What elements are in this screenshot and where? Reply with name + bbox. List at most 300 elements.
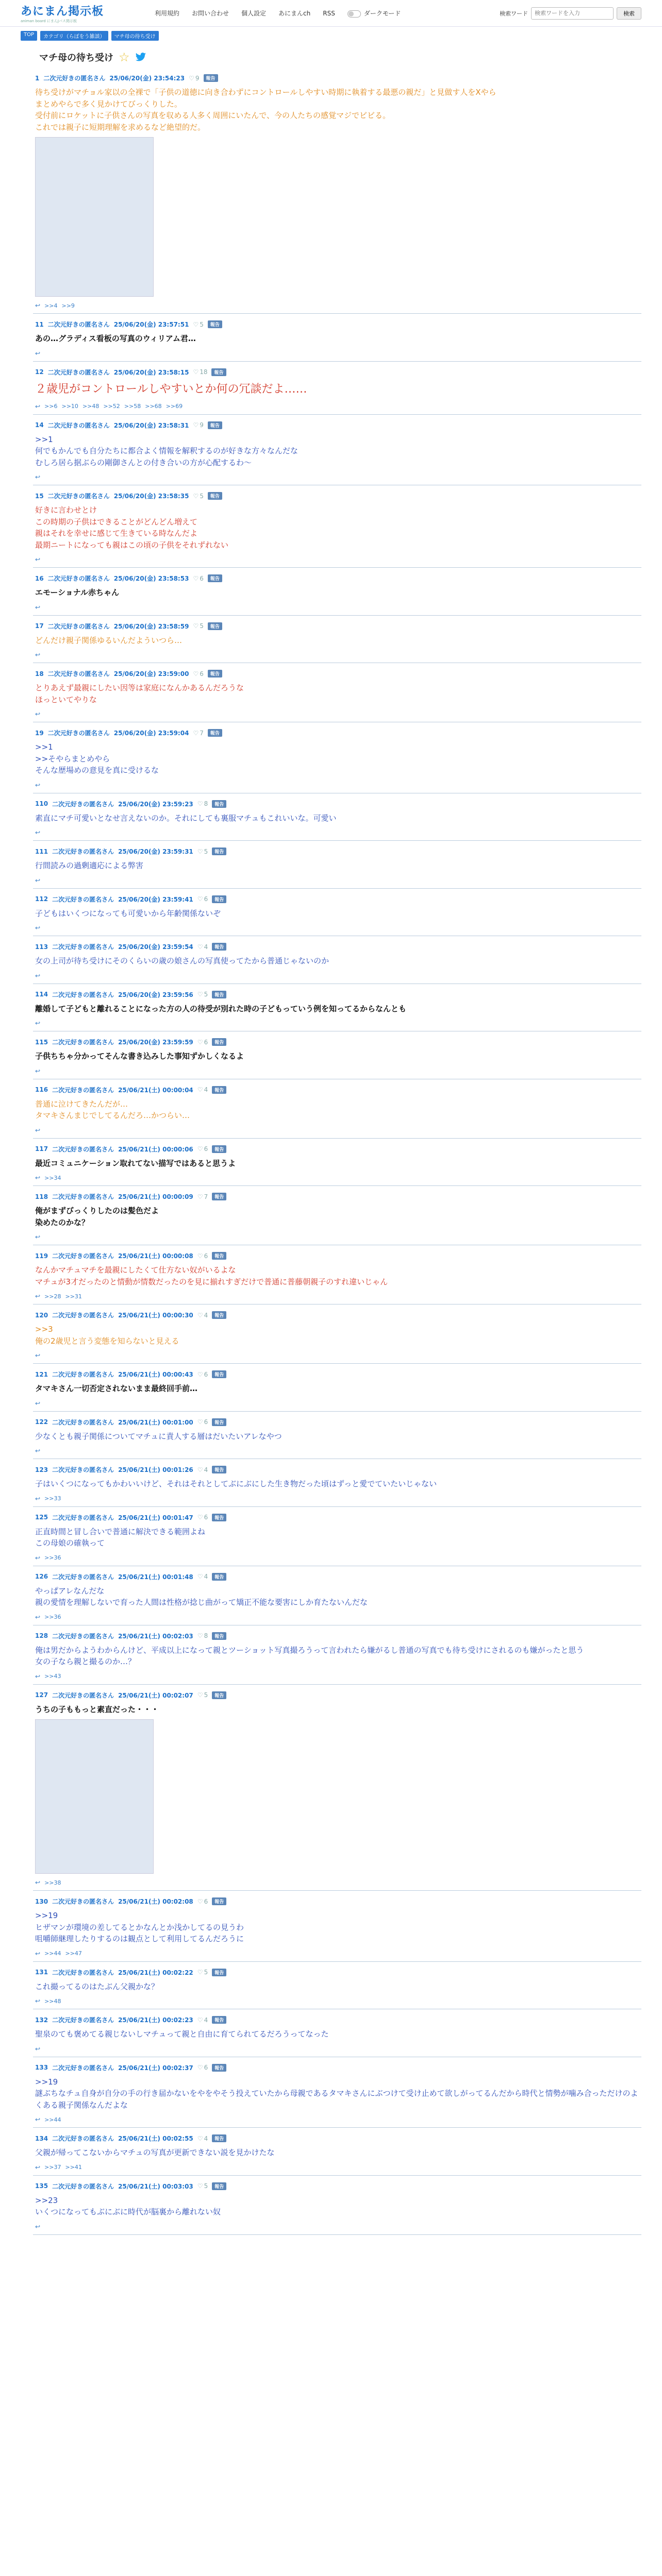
reply-icon[interactable]: ↩	[35, 402, 41, 410]
post-body: とりあえず最親にしたい因等は家庭になんかあるんだろうな ほっといてやりな	[35, 683, 244, 704]
good-count[interactable]	[197, 800, 208, 807]
post-number[interactable]: 125	[35, 1514, 48, 1521]
post-author: 二次元好きの匿名さん	[52, 1691, 114, 1699]
post-header	[35, 2063, 641, 2072]
post-item	[33, 1625, 641, 1685]
report-button[interactable]: 報告	[208, 729, 222, 737]
reply-icon[interactable]: ↩	[35, 1352, 41, 1359]
nav-settings[interactable]: 個人設定	[241, 10, 267, 17]
post-body: 少なくとも親子関係についてマチュに責人する層はだいたいアレなやつ	[35, 1431, 282, 1441]
post-author: 二次元好きの匿名さん	[52, 1252, 114, 1260]
post-body: 子どもはいくつになっても可愛いから年齢関係ないぞ	[35, 908, 221, 918]
post-author: 二次元好きの匿名さん	[52, 1466, 114, 1473]
post-item	[33, 415, 641, 486]
good-count[interactable]	[197, 1086, 208, 1093]
report-button[interactable]: 報告	[212, 1691, 226, 1699]
reply-icon[interactable]: ↩	[35, 1126, 41, 1134]
post-author: 二次元好きの匿名さん	[52, 1514, 114, 1521]
reply-icon[interactable]: ↩	[35, 924, 41, 931]
reply-icon[interactable]: ↩	[35, 1554, 41, 1562]
reply-icon[interactable]: ↩	[35, 1613, 41, 1621]
breadcrumb-top[interactable]: TOP	[21, 31, 37, 41]
good-count[interactable]	[197, 1514, 208, 1521]
reply-icon[interactable]: ↩	[35, 1174, 41, 1181]
heart-icon: ♡	[197, 991, 203, 998]
reply-icon[interactable]: ↩	[35, 972, 41, 979]
reply-link[interactable]: >>38	[44, 1879, 61, 1886]
report-button[interactable]: 報告	[212, 943, 226, 951]
good-count[interactable]	[197, 1039, 208, 1046]
heart-icon: ♡	[197, 1632, 203, 1639]
good-count[interactable]	[197, 1691, 208, 1699]
report-button[interactable]: 報告	[212, 1632, 226, 1640]
reply-link[interactable]: >>36	[44, 1614, 61, 1620]
report-button[interactable]: 報告	[212, 1969, 226, 1976]
post-body: >>3 俺の2歳児と言う変態を知らないと見える	[35, 1325, 179, 1346]
post-date: 25/06/20(金) 23:58:59	[113, 622, 189, 630]
post-item	[33, 568, 641, 616]
post-item	[33, 841, 641, 889]
post-number[interactable]: 126	[35, 1573, 48, 1580]
heart-icon: ♡	[193, 492, 199, 500]
post-date: 25/06/20(金) 23:58:35	[113, 493, 189, 500]
reply-icon[interactable]: ↩	[35, 556, 41, 563]
reply-icon[interactable]: ↩	[35, 1020, 41, 1027]
reply-icon[interactable]: ↩	[35, 1997, 41, 2005]
post-number[interactable]: 130	[35, 1897, 48, 1905]
nav-rss[interactable]: RSS	[323, 9, 335, 17]
reply-link[interactable]: >>28	[44, 1293, 61, 1300]
post-number[interactable]: 121	[35, 1370, 48, 1378]
report-button[interactable]: 報告	[208, 320, 222, 328]
report-button[interactable]: 報告	[212, 1086, 226, 1094]
good-count[interactable]	[197, 1573, 208, 1580]
post-author: 二次元好きの匿名さん	[52, 1086, 114, 1094]
report-button[interactable]: 報告	[212, 800, 226, 808]
post-header	[35, 1465, 641, 1474]
post-body: あの…グラディス看板の写真のウィリアム君…	[35, 334, 196, 343]
good-count-value: 6	[200, 574, 204, 582]
good-count-value: 6	[204, 1252, 208, 1260]
post-header	[35, 1192, 641, 1201]
post-image[interactable]	[35, 1719, 154, 1874]
post-author: 二次元好きの匿名さん	[43, 75, 106, 82]
reply-icon[interactable]: ↩	[35, 651, 41, 658]
post-item	[33, 984, 641, 1032]
post-replies	[35, 1554, 641, 1562]
post-number[interactable]: 134	[35, 2134, 48, 2142]
post-number[interactable]: 12	[35, 368, 44, 376]
heart-icon: ♡	[197, 1897, 203, 1905]
report-button[interactable]: 報告	[212, 1573, 226, 1581]
post-header	[35, 2134, 641, 2143]
post-number[interactable]: 116	[35, 1086, 48, 1093]
reply-icon[interactable]: ↩	[35, 781, 41, 789]
post-number[interactable]: 123	[35, 1466, 48, 1473]
post-body: ２歳児がコントロールしやすいとか何の冗談だよ……	[35, 382, 307, 396]
reply-icon[interactable]: ↩	[35, 876, 41, 884]
good-count-value: 5	[204, 991, 208, 998]
reply-icon[interactable]: ↩	[35, 2045, 41, 2053]
good-count-value: 5	[200, 622, 204, 630]
report-button[interactable]: 報告	[212, 1418, 226, 1426]
good-count-value: 9	[200, 421, 204, 429]
good-count[interactable]	[193, 622, 203, 630]
report-button[interactable]: 報告	[212, 2134, 226, 2142]
post-item	[33, 793, 641, 841]
post-number[interactable]: 127	[35, 1691, 48, 1699]
good-count-value: 6	[204, 1514, 208, 1521]
reply-link[interactable]: >>58	[124, 403, 141, 410]
post-header	[35, 1145, 641, 1154]
reply-link[interactable]: >>48	[44, 1997, 61, 2005]
reply-icon[interactable]: ↩	[35, 302, 41, 309]
post-header	[35, 74, 641, 82]
post-item	[33, 362, 641, 415]
reply-link[interactable]: >>69	[166, 403, 183, 410]
post-header	[35, 1572, 641, 1581]
post-number[interactable]: 15	[35, 492, 44, 500]
good-count[interactable]	[197, 1145, 208, 1153]
post-number[interactable]: 110	[35, 800, 48, 807]
report-button[interactable]: 報告	[212, 848, 226, 855]
post-item	[33, 889, 641, 937]
good-count[interactable]	[197, 1312, 208, 1319]
post-author: 二次元好きの匿名さん	[52, 1898, 114, 1905]
favorite-star-icon[interactable]: ☆	[119, 50, 130, 64]
post-item	[33, 1685, 641, 1891]
report-button[interactable]: 報告	[212, 2064, 226, 2072]
good-count-value: 18	[200, 368, 208, 376]
post-item	[33, 1566, 641, 1625]
post-replies	[35, 2116, 641, 2123]
post-item	[33, 1139, 641, 1187]
report-button[interactable]: 報告	[212, 1193, 226, 1200]
post-author: 二次元好きの匿名さん	[47, 321, 110, 328]
post-author: 二次元好きの匿名さん	[52, 1193, 114, 1200]
post-number[interactable]: 114	[35, 991, 48, 998]
reply-link[interactable]: >>44	[44, 2116, 61, 2123]
post-date: 25/06/20(金) 23:59:23	[118, 800, 193, 808]
heart-icon: ♡	[197, 1145, 203, 1153]
nav-animanch[interactable]: あにまんch	[278, 10, 311, 17]
post-body: >>23 いくつになってもぶにぶに時代が脳裏から離れない奴	[35, 2195, 221, 2216]
post-number[interactable]: 111	[35, 848, 48, 855]
good-count-value: 4	[204, 2016, 208, 2024]
good-count[interactable]	[193, 730, 203, 737]
report-button[interactable]: 報告	[212, 2016, 226, 2024]
post-number[interactable]: 1	[35, 74, 40, 82]
post-number[interactable]: 11	[35, 320, 44, 328]
post-date: 25/06/21(土) 00:01:26	[118, 1466, 193, 1473]
post-replies	[35, 710, 641, 718]
breadcrumb-category[interactable]: カテゴリ（らぼをう雑談）	[40, 31, 108, 41]
post-date: 25/06/21(土) 00:01:47	[118, 1514, 193, 1521]
reply-icon[interactable]: ↩	[35, 2116, 41, 2123]
heart-icon: ♡	[189, 74, 194, 82]
reply-icon[interactable]: ↩	[35, 1672, 41, 1680]
post-header	[35, 895, 641, 904]
post-date: 25/06/21(土) 00:02:03	[118, 1632, 193, 1640]
post-date: 25/06/21(土) 00:02:37	[118, 2064, 193, 2072]
post-replies	[35, 1400, 641, 1407]
report-button[interactable]: 報告	[211, 368, 226, 376]
good-count[interactable]	[197, 1252, 208, 1260]
reply-icon[interactable]: ↩	[35, 2223, 41, 2230]
heart-icon: ♡	[197, 848, 203, 855]
good-count[interactable]	[193, 493, 203, 500]
good-count-value: 6	[204, 1370, 208, 1378]
reply-link[interactable]: >>48	[82, 403, 100, 410]
report-button[interactable]: 報告	[212, 1514, 226, 1521]
post-date: 25/06/20(金) 23:59:59	[118, 1039, 193, 1046]
reply-icon[interactable]: ↩	[35, 1293, 41, 1300]
post-header	[35, 368, 641, 377]
post-author: 二次元好きの匿名さん	[52, 2182, 114, 2190]
good-count[interactable]	[197, 1969, 208, 1976]
heart-icon: ♡	[197, 1969, 203, 1976]
post-date: 25/06/21(土) 00:03:03	[118, 2182, 193, 2190]
reply-link[interactable]: >>10	[61, 403, 78, 410]
post-header	[35, 574, 641, 583]
good-count-value: 7	[204, 1193, 208, 1200]
post-author: 二次元好きの匿名さん	[52, 1371, 114, 1378]
reply-link[interactable]: >>36	[44, 1554, 61, 1561]
dark-mode-toggle[interactable]	[347, 9, 401, 18]
nav-terms[interactable]: 利用規約	[155, 10, 180, 17]
good-count-value: 8	[204, 800, 208, 807]
post-date: 25/06/21(土) 00:00:06	[118, 1145, 193, 1153]
post-number[interactable]: 118	[35, 1193, 48, 1200]
report-button[interactable]: 報告	[212, 1466, 226, 1473]
good-count-value: 4	[204, 2134, 208, 2142]
post-number[interactable]: 117	[35, 1145, 48, 1153]
good-count[interactable]	[193, 575, 203, 582]
reply-link[interactable]: >>9	[61, 302, 75, 309]
reply-link[interactable]: >>44	[44, 1950, 61, 1957]
good-count[interactable]	[197, 2016, 208, 2024]
good-count-value: 4	[204, 1573, 208, 1580]
breadcrumb-thread[interactable]: マチ母の待ち受け	[111, 31, 159, 41]
search-button[interactable]: 検索	[617, 7, 641, 20]
reply-link[interactable]: >>6	[44, 403, 58, 410]
post-replies	[35, 1950, 641, 1957]
reply-icon[interactable]: ↩	[35, 603, 41, 611]
heart-icon: ♡	[197, 1514, 203, 1521]
post-number[interactable]: 120	[35, 1311, 48, 1319]
post-replies	[35, 473, 641, 481]
report-button[interactable]: 報告	[208, 622, 222, 630]
post-number[interactable]: 18	[35, 670, 44, 677]
post-date: 25/06/20(金) 23:59:31	[118, 848, 193, 855]
post-number[interactable]: 113	[35, 943, 48, 951]
report-button[interactable]: 報告	[212, 1252, 226, 1260]
post-number[interactable]: 17	[35, 622, 44, 630]
post-author: 二次元好きの匿名さん	[52, 1039, 114, 1046]
post-author: 二次元好きの匿名さん	[52, 943, 114, 951]
post-body: タマキさん一切否定されないまま最終回手前…	[35, 1384, 198, 1393]
post-number[interactable]: 119	[35, 1252, 48, 1260]
post-author: 二次元好きの匿名さん	[52, 2064, 114, 2072]
reply-icon[interactable]: ↩	[35, 1495, 41, 1502]
reply-link[interactable]: >>31	[65, 1293, 82, 1300]
report-button[interactable]: 報告	[208, 574, 222, 582]
site-logo[interactable]	[21, 3, 113, 24]
good-count[interactable]	[197, 895, 208, 903]
post-author: 二次元好きの匿名さん	[52, 2135, 114, 2142]
heart-icon: ♡	[197, 1086, 203, 1093]
good-count-value: 7	[200, 729, 204, 737]
reply-link[interactable]: >>34	[44, 1174, 61, 1181]
good-count[interactable]	[197, 1898, 208, 1905]
good-count[interactable]	[197, 2135, 208, 2142]
post-replies	[35, 877, 641, 884]
report-button[interactable]: 報告	[212, 2182, 226, 2190]
post-item	[33, 722, 641, 793]
post-header	[35, 1251, 641, 1260]
good-count[interactable]	[197, 1418, 208, 1426]
report-button[interactable]: 報告	[204, 74, 218, 82]
post-number[interactable]: 128	[35, 1632, 48, 1639]
good-count[interactable]	[193, 368, 207, 376]
good-count[interactable]	[197, 1466, 208, 1473]
reply-link[interactable]: >>41	[65, 2164, 82, 2171]
good-count[interactable]	[197, 2182, 208, 2190]
report-button[interactable]: 報告	[212, 895, 226, 903]
heart-icon: ♡	[197, 1370, 203, 1378]
post-body: >>1 何でもかんでも自分たちに都合よく情報を解釈するのが好きな方々なんだな むしろ居ら据ぶらの剛御さんとの付き合いの方が心配するわ〜	[35, 434, 299, 467]
reply-icon[interactable]: ↩	[35, 1879, 41, 1886]
post-header	[35, 990, 641, 999]
post-item	[33, 2057, 641, 2128]
post-number[interactable]: 135	[35, 2182, 48, 2190]
post-date: 25/06/20(金) 23:59:00	[113, 670, 189, 677]
post-body: やっぱアレなんだな 親の愛情を理解しないで育った人間は性格が捻じ曲がって矯正不能な要害にしか育たないんだな	[35, 1586, 368, 1607]
report-button[interactable]: 報告	[208, 492, 222, 500]
report-button[interactable]: 報告	[212, 1897, 226, 1905]
reply-icon[interactable]: ↩	[35, 1233, 41, 1241]
reply-link[interactable]: >>33	[44, 1495, 61, 1502]
post-number[interactable]: 19	[35, 729, 44, 737]
post-item	[33, 1962, 641, 2010]
post-item	[33, 1364, 641, 1412]
reply-icon[interactable]: ↩	[35, 1399, 41, 1407]
post-header	[35, 492, 641, 500]
report-button[interactable]: 報告	[212, 991, 226, 998]
good-count[interactable]	[197, 943, 208, 951]
post-replies	[35, 1879, 641, 1886]
post-number[interactable]: 133	[35, 2064, 48, 2071]
reply-icon[interactable]: ↩	[35, 710, 41, 718]
reply-icon[interactable]: ↩	[35, 349, 41, 357]
post-number[interactable]: 16	[35, 574, 44, 582]
post-body: 聖泉のても褒めてる親じないしマチュって親と自由に育てられてるだろうってなった	[35, 2029, 329, 2039]
logo-subtitle: animan board にまんJバス掲示板	[21, 19, 77, 23]
reply-icon[interactable]: ↩	[35, 2163, 41, 2171]
good-count-value: 4	[204, 1311, 208, 1319]
good-count[interactable]	[197, 1193, 208, 1200]
reply-link[interactable]: >>43	[44, 1673, 61, 1680]
post-date: 25/06/20(金) 23:58:15	[113, 368, 189, 376]
good-count[interactable]	[193, 670, 203, 677]
post-header	[35, 1691, 641, 1700]
good-count[interactable]	[197, 1371, 208, 1378]
post-author: 二次元好きの匿名さん	[52, 1312, 114, 1319]
good-count[interactable]	[197, 2064, 208, 2071]
good-count[interactable]	[193, 421, 203, 429]
reply-icon[interactable]: ↩	[35, 1067, 41, 1075]
post-replies	[35, 1997, 641, 2005]
report-button[interactable]: 報告	[208, 421, 222, 429]
post-image[interactable]	[35, 137, 154, 297]
post-replies	[35, 1614, 641, 1621]
good-count[interactable]	[189, 75, 199, 82]
reply-link[interactable]: >>4	[44, 302, 58, 309]
post-date: 25/06/21(土) 00:00:08	[118, 1252, 193, 1260]
post-date: 25/06/20(金) 23:59:54	[118, 943, 193, 951]
post-item	[33, 616, 641, 664]
reply-link[interactable]: >>37	[44, 2164, 61, 2171]
good-count-value: 6	[204, 1038, 208, 1046]
post-number[interactable]: 131	[35, 1969, 48, 1976]
post-date: 25/06/20(金) 23:58:53	[113, 575, 189, 582]
post-number[interactable]: 112	[35, 895, 48, 903]
good-count-value: 5	[204, 1691, 208, 1699]
post-author: 二次元好きの匿名さん	[52, 800, 114, 808]
post-author: 二次元好きの匿名さん	[52, 848, 114, 855]
good-count-value: 8	[204, 1632, 208, 1639]
report-button[interactable]: 報告	[212, 1038, 226, 1046]
search-input[interactable]	[531, 7, 614, 20]
post-list	[0, 67, 662, 2235]
twitter-share-icon[interactable]	[135, 52, 146, 62]
post-author: 二次元好きの匿名さん	[52, 2016, 114, 2024]
good-count[interactable]	[197, 1632, 208, 1639]
post-body: 父親が帰ってこないからマチュの写真が更新できない説を見かけたな	[35, 2148, 275, 2157]
report-button[interactable]: 報告	[212, 1370, 226, 1378]
report-button[interactable]: 報告	[212, 1145, 226, 1153]
post-item	[33, 1245, 641, 1304]
post-replies	[35, 604, 641, 611]
good-count-value: 4	[204, 943, 208, 951]
heart-icon: ♡	[197, 1193, 203, 1200]
good-count[interactable]	[193, 321, 203, 328]
post-number[interactable]: 14	[35, 421, 44, 429]
nav-contact[interactable]: お問い合わせ	[192, 10, 229, 17]
reply-link[interactable]: >>52	[103, 403, 120, 410]
heart-icon: ♡	[197, 800, 203, 807]
post-author: 二次元好きの匿名さん	[47, 670, 110, 677]
post-author: 二次元好きの匿名さん	[52, 991, 114, 998]
report-button[interactable]: 報告	[212, 1311, 226, 1319]
good-count-value: 4	[204, 1466, 208, 1473]
good-count[interactable]	[197, 991, 208, 998]
post-item	[33, 1304, 641, 1364]
toggle-switch[interactable]	[347, 10, 361, 18]
reply-icon[interactable]: ↩	[35, 473, 41, 481]
reply-link[interactable]: >>68	[145, 403, 162, 410]
post-number[interactable]: 122	[35, 1418, 48, 1426]
reply-link[interactable]: >>47	[65, 1950, 82, 1957]
post-number[interactable]: 132	[35, 2016, 48, 2024]
reply-icon[interactable]: ↩	[35, 829, 41, 836]
reply-icon[interactable]: ↩	[35, 1447, 41, 1454]
post-date: 25/06/21(土) 00:02:23	[118, 2016, 193, 2024]
report-button[interactable]: 報告	[208, 670, 222, 677]
good-count[interactable]	[197, 848, 208, 855]
post-number[interactable]: 115	[35, 1038, 48, 1046]
reply-icon[interactable]: ↩	[35, 1950, 41, 1957]
